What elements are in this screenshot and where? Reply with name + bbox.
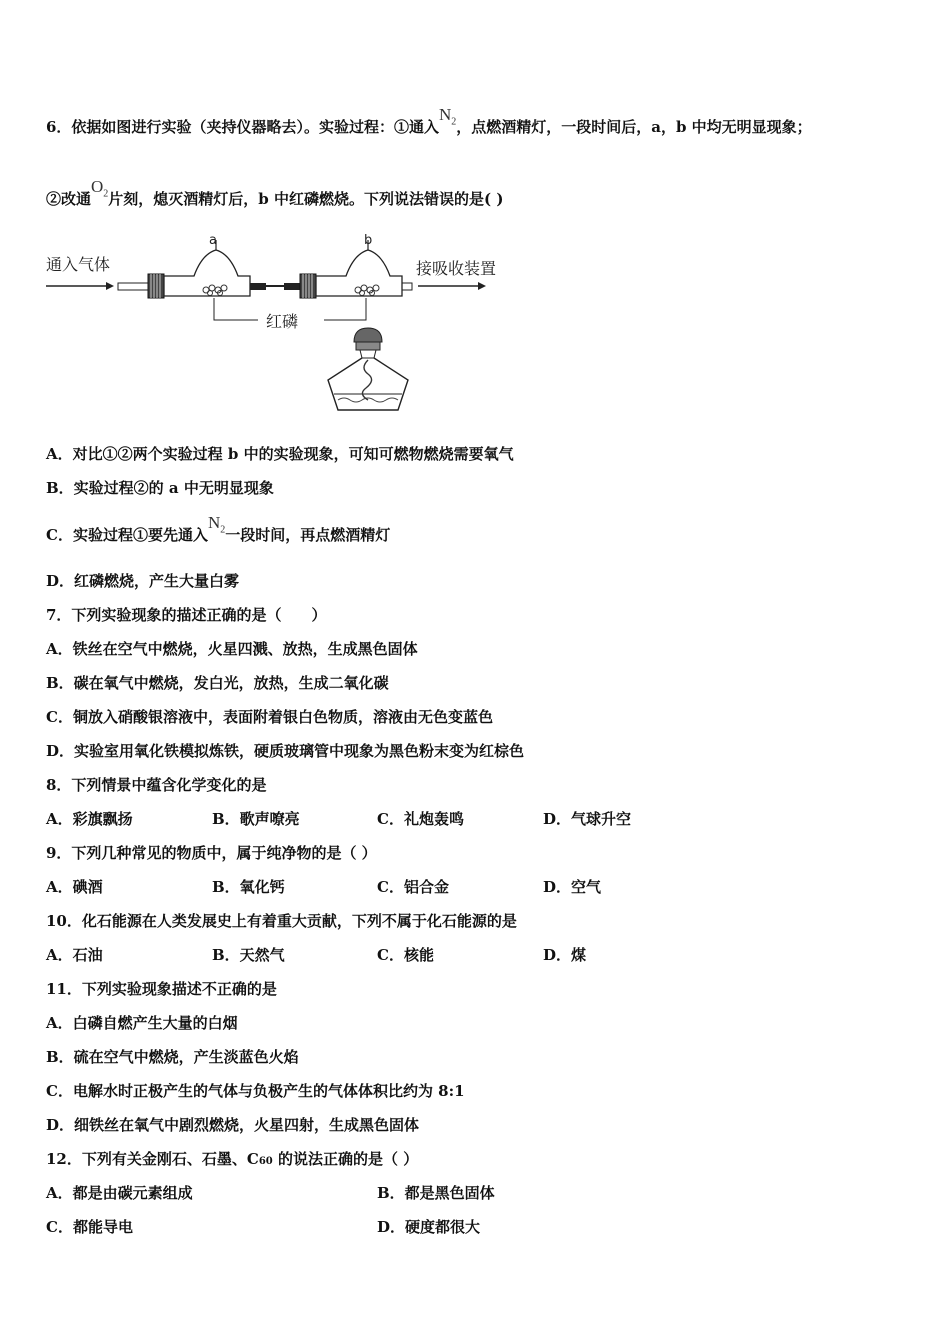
q6-option-a: A．对比①②两个实验过程 b 中的实验现象，可知可燃物燃烧需要氧气 [46, 445, 514, 463]
connector [250, 283, 266, 290]
q7-option-d: D．实验室用氧化铁模拟炼铁，硬质玻璃管中现象为黑色粉末变为红棕色 [46, 742, 525, 760]
q10-stem: 10．化石能源在人类发展史上有着重大贡献，下列不属于化石能源的是 [46, 912, 517, 930]
q10-option-b: B．天然气 [212, 946, 285, 964]
label-a: a [209, 233, 217, 248]
inlet-tube [118, 283, 148, 290]
q12-option-c: C．都能导电 [46, 1218, 133, 1236]
tube-b [316, 250, 402, 296]
tube-a [164, 250, 250, 296]
q8-option-a: A．彩旗飘扬 [46, 810, 133, 828]
q11-option-d: D．细铁丝在氧气中剧烈燃烧，火星四射，生成黑色固体 [46, 1116, 420, 1134]
q7-option-b: B．碳在氧气中燃烧，发白光，放热，生成二氧化碳 [46, 674, 389, 692]
q6-stem-line2 [46, 177, 504, 216]
q8-option-c: C．礼炮轰鸣 [377, 810, 464, 828]
label-gas-in: 通入气体 [46, 255, 111, 274]
q9-option-d: D．空气 [543, 878, 602, 896]
label-absorb: 接吸收装置 [416, 259, 497, 278]
q12-stem-part1: 12．下列有关金刚石、石墨、C [46, 1150, 259, 1168]
arrow-out-head [478, 282, 486, 290]
q9-option-b: B．氧化钙 [212, 878, 285, 896]
q6-stem-part3: ②改通 [46, 190, 92, 208]
arrow-in-head [106, 282, 114, 290]
label-red-phosphorus: 红磷 [266, 312, 299, 331]
q12-option-d: D．硬度都很大 [377, 1218, 481, 1236]
q9-option-c: C．铝合金 [377, 878, 449, 896]
q6-option-b: B．实验过程②的 a 中无明显现象 [46, 479, 274, 497]
q8-option-b: B．歌声嘹亮 [212, 810, 300, 828]
q6-option-c-part1: C．实验过程①要先通入 [46, 526, 208, 544]
q8-option-d: D．气球升空 [543, 810, 632, 828]
label-bracket-right [324, 298, 366, 320]
q12-stem-part2: 的说法正确的是（ ） [272, 1150, 419, 1168]
q6-stem-part1: 6．依据如图进行实验（夹持仪器略去）。实验过程：①通入 [46, 118, 439, 136]
o2-formula: $O_2$ [91, 177, 109, 200]
outlet-tube [402, 283, 412, 290]
q11-stem: 11．下列实验现象描述不正确的是 [46, 980, 277, 998]
q11-option-a: A．白磷自燃产生大量的白烟 [46, 1014, 238, 1032]
q10-option-c: C．核能 [377, 946, 434, 964]
q6-option-c-part2: 一段时间，再点燃酒精灯 [225, 526, 391, 544]
q6-stem-line1 [46, 105, 812, 144]
q12-option-b: B．都是黑色固体 [377, 1184, 495, 1202]
q7-option-c: C．铜放入硝酸银溶液中，表面附着银白色物质，溶液由无色变蓝色 [46, 708, 493, 726]
label-b: b [364, 233, 373, 248]
q6-option-d: D．红磷燃烧，产生大量白雾 [46, 572, 240, 590]
q7-option-a: A．铁丝在空气中燃烧，火星四溅、放热，生成黑色固体 [46, 640, 418, 658]
alcohol-lamp [328, 328, 408, 410]
red-phosphorus-b [355, 285, 379, 296]
q8-stem: 8．下列情景中蕴含化学变化的是 [46, 776, 267, 794]
q12-option-a: A．都是由碳元素组成 [46, 1184, 193, 1202]
red-phosphorus-a [203, 285, 227, 296]
n2-formula-c: $N_2$ [207, 513, 226, 536]
q10-option-d: D．煤 [543, 946, 587, 964]
q6-stem-part2: ，点燃酒精灯，一段时间后，a，b 中均无明显现象； [456, 118, 812, 136]
q10-option-a: A．石油 [46, 946, 103, 964]
q12-stem [46, 1149, 418, 1172]
apparatus-diagram [44, 232, 514, 422]
q6-option-c [46, 513, 391, 552]
n2-formula: $N_2$ [438, 105, 457, 128]
q11-option-b: B．硫在空气中燃烧，产生淡蓝色火焰 [46, 1048, 299, 1066]
q9-option-a: A．碘酒 [46, 878, 103, 896]
q11-option-c: C．电解水时正极产生的气体与负极产生的气体体积比约为 8:1 [46, 1082, 465, 1100]
stopper-1 [148, 274, 164, 298]
q6-stem-part4: 片刻，熄灭酒精灯后，b 中红磷燃烧。下列说法错误的是( ) [108, 190, 504, 208]
q7-stem: 7．下列实验现象的描述正确的是（ ） [46, 606, 327, 624]
stopper-2 [300, 274, 316, 298]
label-bracket-left [214, 298, 258, 320]
c60-subscript: 60 [258, 1156, 273, 1167]
q9-stem: 9．下列几种常见的物质中，属于纯净物的是（ ） [46, 844, 377, 862]
